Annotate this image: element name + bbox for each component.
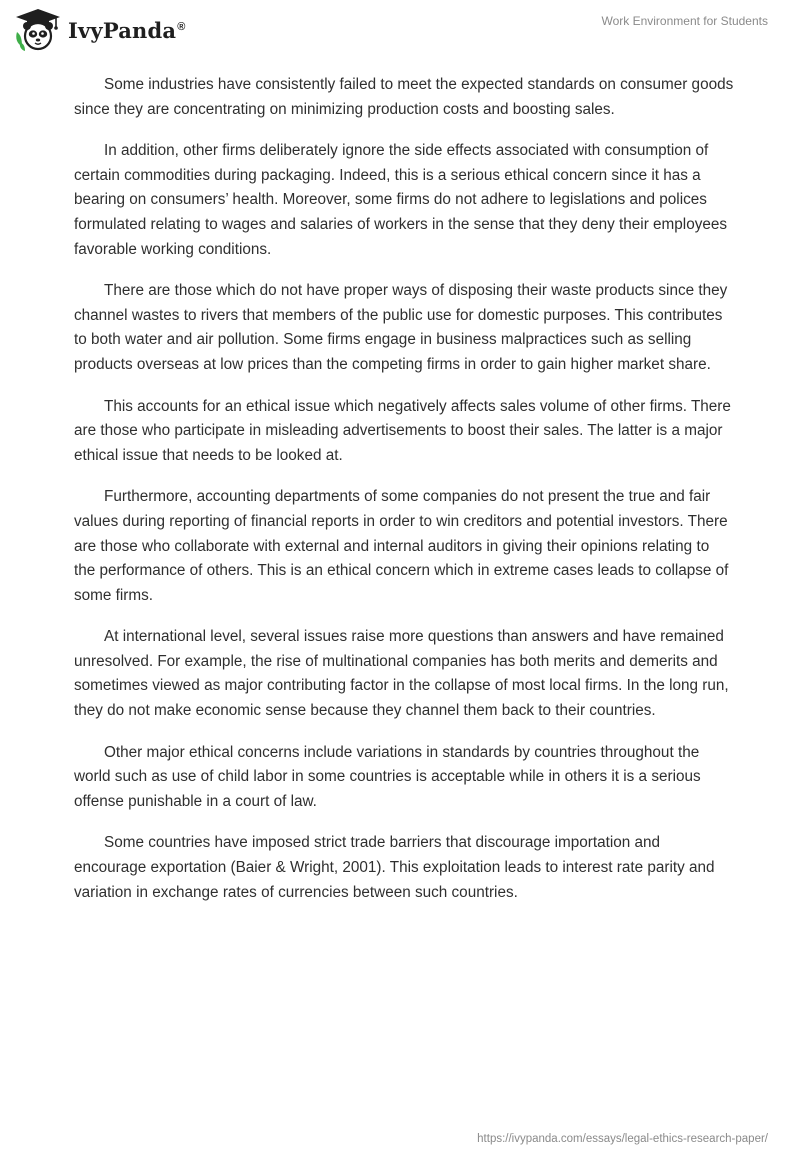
- brand-name: IvyPanda®: [68, 17, 186, 43]
- paragraph: There are those which do not have proper ways of disposing their waste products since they channel wastes to rivers that members of the public use for domestic purposes. This contributes to both water and air pollution. Some firms engage in business malpractices such as selling products overseas at low prices than the competing firms in order to gain higher market share.: [74, 282, 728, 373]
- paragraph: At international level, several issues raise more questions than answers and have remained unresolved. For example, the rise of multinational companies has both merits and demerits and sometimes viewed as major contributing factor in the collapse of most local firms. In the long run, they do not make economic sense because they channel them back to their countries.: [74, 628, 729, 720]
- essay-body: [74, 73, 734, 922]
- paragraph: Some industries have consistently failed to meet the expected standards on consumer goods since they are concentrating on minimizing production costs and boosting sales.: [74, 76, 734, 118]
- panda-graduate-icon: [14, 8, 62, 52]
- page-header: [0, 0, 800, 70]
- paragraph: Other major ethical concerns include variations in standards by countries throughout the world such as use of child labor in some countries is acceptable while in others it is a serious offense punishable in a court of law.: [74, 743, 701, 810]
- source-url[interactable]: https://ivypanda.com/essays/legal-ethics-research-paper/: [477, 1133, 768, 1145]
- paragraph: Furthermore, accounting departments of some companies do not present the true and fair values during reporting of financial reports in order to win creditors and potential investors. There are those who collaborate with external and internal auditors in giving their opinions relating to the performance of others. This is an ethical concern which in extreme cases leads to collapse of some firms.: [74, 488, 729, 604]
- document-title: Work Environment for Students: [601, 14, 768, 28]
- paragraph: Some countries have imposed strict trade barriers that discourage importation and encourage exportation (Baier & Wright, 2001). This exploitation leads to interest rate parity and variation in exchange rates of currencies between such countries.: [74, 834, 715, 901]
- registered-mark: ®: [177, 20, 186, 33]
- paragraph: This accounts for an ethical issue which negatively affects sales volume of other firms. There are those who participate in misleading advertisements to boost their sales. The latter is a major ethical issue that needs to be looked at.: [74, 397, 731, 464]
- ivypanda-logo[interactable]: [14, 8, 186, 52]
- paragraph: In addition, other firms deliberately ignore the side effects associated with consumption of certain commodities during packaging. Indeed, this is a serious ethical concern since it has a bearing on consumers’ health. Moreover, some firms do not adhere to legislations and polices formulated relating to wages and salaries of workers in the sense that they deny their employees favorable working conditions.: [74, 142, 728, 258]
